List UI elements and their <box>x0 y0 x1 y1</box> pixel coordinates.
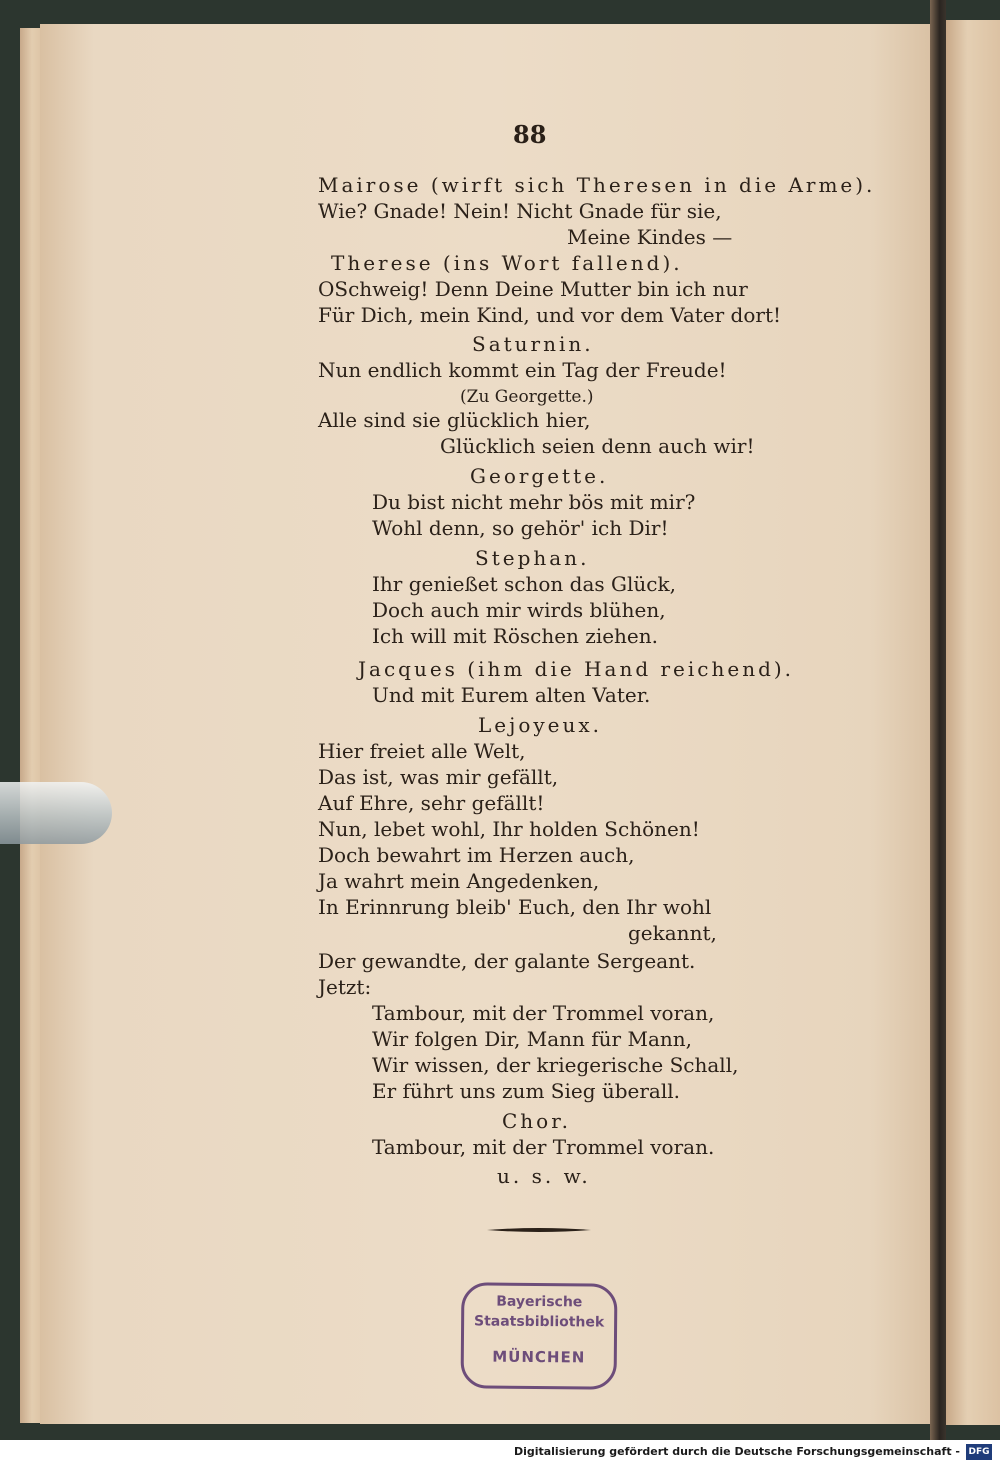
text-line: Er führt uns zum Sieg überall. <box>372 1079 681 1103</box>
speaker-name: Chor. <box>502 1109 571 1133</box>
text-line: Ich will mit Röschen ziehen. <box>372 624 659 648</box>
bookmark-clip <box>0 782 112 844</box>
text-line: Nun endlich kommt ein Tag der Freude! <box>318 358 727 382</box>
facing-page-edge <box>946 20 1000 1425</box>
closing-ornament <box>487 1227 591 1233</box>
text-line: gekannt, <box>628 921 717 945</box>
stamp-text: MÜNCHEN <box>492 1347 586 1367</box>
text-line: Tambour, mit der Trommel voran, <box>372 1001 715 1025</box>
page-number: 88 <box>513 120 547 149</box>
stamp-text: Staatsbibliothek <box>473 1313 605 1331</box>
text-line: Doch bewahrt im Herzen auch, <box>318 843 635 867</box>
text-line: Und mit Eurem alten Vater. <box>372 683 651 707</box>
text-line: u. s. w. <box>497 1164 591 1188</box>
book-gutter <box>930 0 946 1440</box>
text-line: In Erinnrung bleib' Euch, den Ihr wohl <box>318 895 712 919</box>
text-line: Glücklich seien denn auch wir! <box>440 434 755 458</box>
library-stamp <box>461 1282 618 1389</box>
text-line: Mairose (wirft sich Theresen in die Arme). <box>318 173 876 197</box>
text-line: Das ist, was mir gefällt, <box>318 765 559 789</box>
speaker-name: Lejoyeux. <box>478 713 603 737</box>
speaker-name: Saturnin. <box>472 332 594 356</box>
speaker-name: Stephan. <box>475 546 590 570</box>
funding-notice: Digitalisierung gefördert durch die Deutsche Forschungsgemeinschaft - <box>513 1445 960 1458</box>
text-line: Auf Ehre, sehr gefällt! <box>318 791 545 815</box>
text-line: Wie? Gnade! Nein! Nicht Gnade für sie, <box>318 199 722 223</box>
speaker-name: Jacques (ihm die Hand reichend). <box>358 657 795 681</box>
text-line: Nun, lebet wohl, Ihr holden Schönen! <box>318 817 700 841</box>
text-line: Hier freiet alle Welt, <box>318 739 526 763</box>
text-line: Du bist nicht mehr bös mit mir? <box>372 490 696 514</box>
text-line: Ja wahrt mein Angedenken, <box>318 869 600 893</box>
stamp-text: Bayerische <box>496 1293 583 1311</box>
dfg-logo: DFG <box>966 1444 992 1460</box>
text-line: OSchweig! Denn Deine Mutter bin ich nur <box>318 277 748 301</box>
text-line: Der gewandte, der galante Sergeant. <box>318 949 696 973</box>
text-line: Alle sind sie glücklich hier, <box>318 408 591 432</box>
speaker-name: Georgette. <box>470 464 609 488</box>
text-line: Wohl denn, so gehör' ich Dir! <box>372 516 669 540</box>
text-line: Doch auch mir wirds blühen, <box>372 598 666 622</box>
text-line: Für Dich, mein Kind, und vor dem Vater dort! <box>318 303 782 327</box>
text-line: Meine Kindes — <box>567 225 733 249</box>
speaker-name: Therese (ins Wort fallend). <box>331 251 683 275</box>
text-line: Wir folgen Dir, Mann für Mann, <box>372 1027 692 1051</box>
text-line: Jetzt: <box>318 975 372 999</box>
text-line: Tambour, mit der Trommel voran. <box>372 1135 715 1159</box>
text-line: Ihr genießet schon das Glück, <box>372 572 676 596</box>
stage-direction: (Zu Georgette.) <box>460 387 594 407</box>
text-line: Wir wissen, der kriegerische Schall, <box>372 1053 739 1077</box>
